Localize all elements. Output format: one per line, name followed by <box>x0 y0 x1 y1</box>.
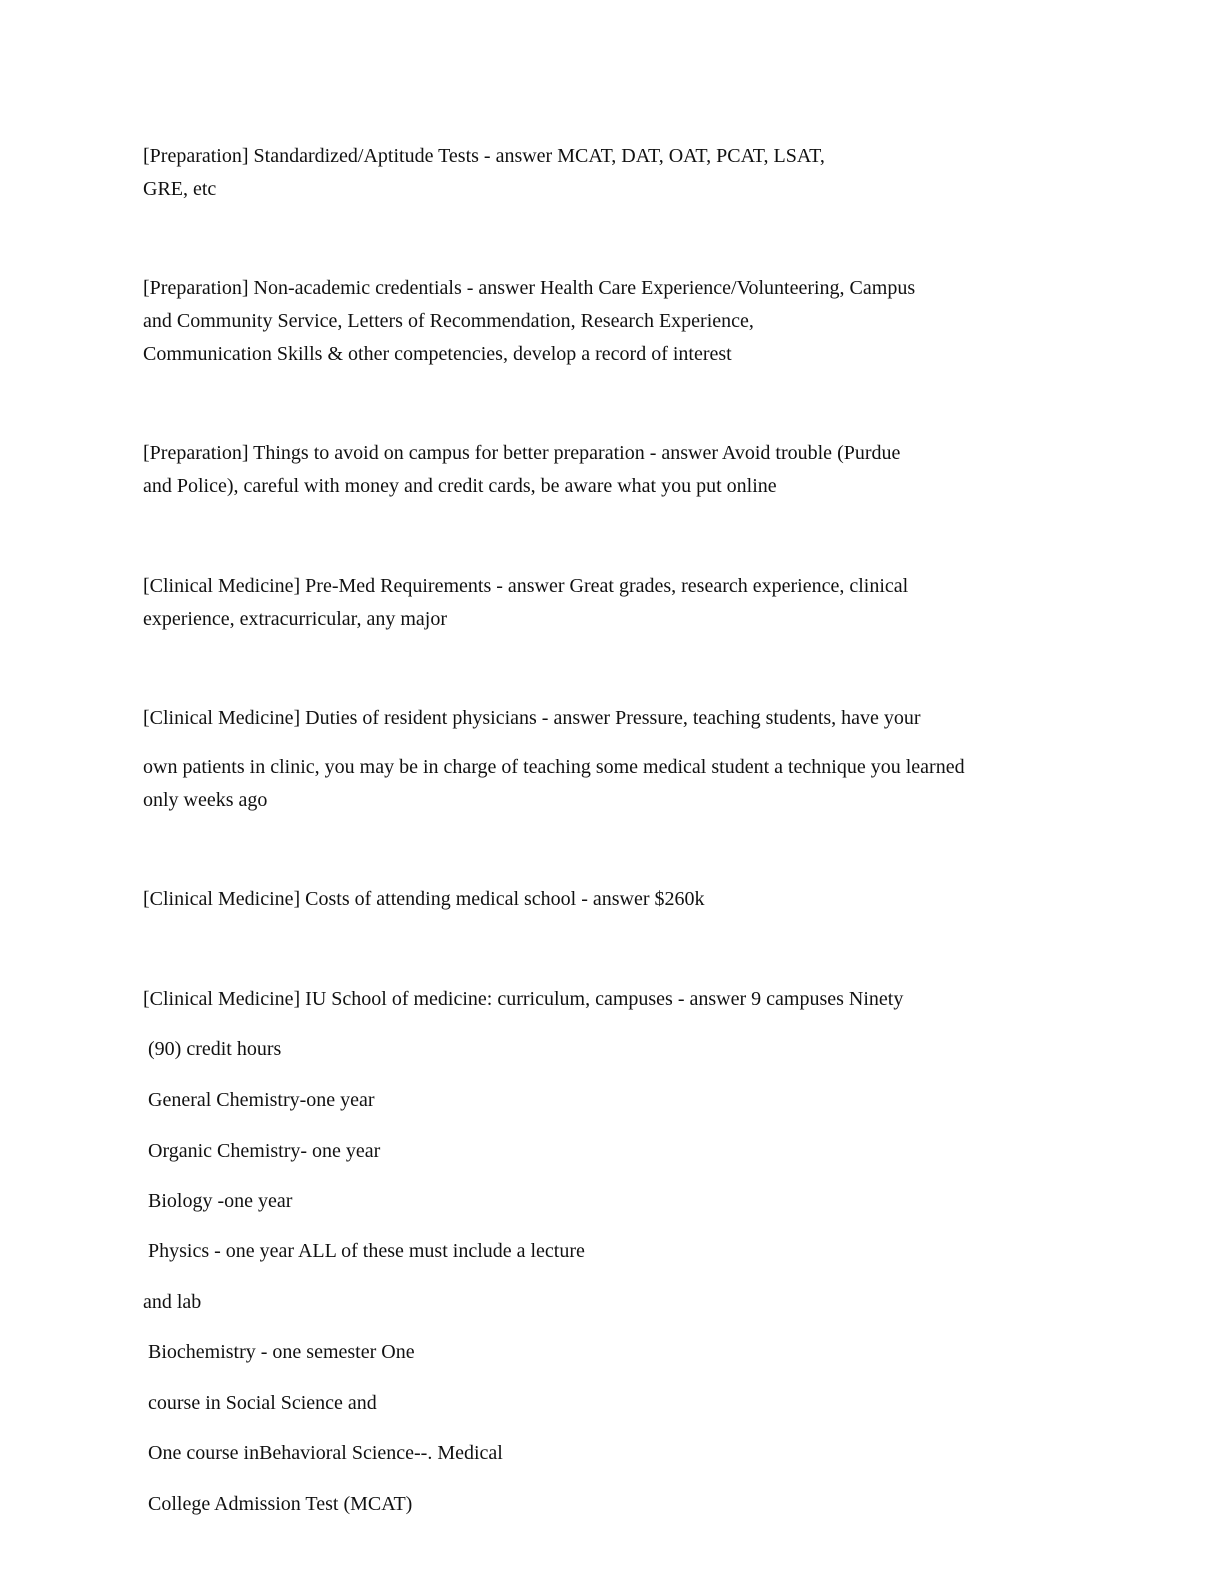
entry-line: [Clinical Medicine] Pre-Med Requirements - answer Great grades, research experience, clinical <box>143 575 909 597</box>
entry-line: Biochemistry - one semester One <box>148 1341 415 1363</box>
entry-line: and lab <box>143 1291 202 1313</box>
entry-line: [Preparation] Things to avoid on campus for better preparation - answer Avoid trouble (Purdue <box>143 442 901 464</box>
entry-line: [Preparation] Non-academic credentials - answer Health Care Experience/Volunteering, Campus <box>143 277 916 299</box>
entry-line: (90) credit hours <box>148 1038 282 1060</box>
entry-line: Organic Chemistry- one year <box>148 1140 381 1162</box>
entry-line: only weeks ago <box>143 789 268 811</box>
entry-line: and Police), careful with money and credit cards, be aware what you put online <box>143 475 777 497</box>
entry-line: experience, extracurricular, any major <box>143 608 448 630</box>
entry-line: [Clinical Medicine] Duties of resident physicians - answer Pressure, teaching students, have your <box>143 707 921 729</box>
entry-line: Communication Skills & other competencies, develop a record of interest <box>143 343 732 365</box>
entry-line: own patients in clinic, you may be in charge of teaching some medical student a technique you learned <box>143 756 965 778</box>
entry-line: GRE, etc <box>143 178 217 200</box>
entry-line: One course inBehavioral Science--. Medical <box>148 1442 503 1464</box>
entry-line: course in Social Science and <box>148 1392 377 1414</box>
entry-line: Biology -one year <box>148 1190 293 1212</box>
entry-line: General Chemistry-one year <box>148 1089 375 1111</box>
entry-line: [Clinical Medicine] Costs of attending medical school - answer $260k <box>143 888 705 910</box>
entry-line: [Clinical Medicine] IU School of medicine: curriculum, campuses - answer 9 campuses Ninety <box>143 988 904 1010</box>
entry-line: [Preparation] Standardized/Aptitude Tests - answer MCAT, DAT, OAT, PCAT, LSAT, <box>143 145 825 167</box>
entry-line: and Community Service, Letters of Recommendation, Research Experience, <box>143 310 754 332</box>
entry-line: College Admission Test (MCAT) <box>148 1493 413 1515</box>
entry-line: Physics - one year ALL of these must include a lecture <box>148 1240 585 1262</box>
